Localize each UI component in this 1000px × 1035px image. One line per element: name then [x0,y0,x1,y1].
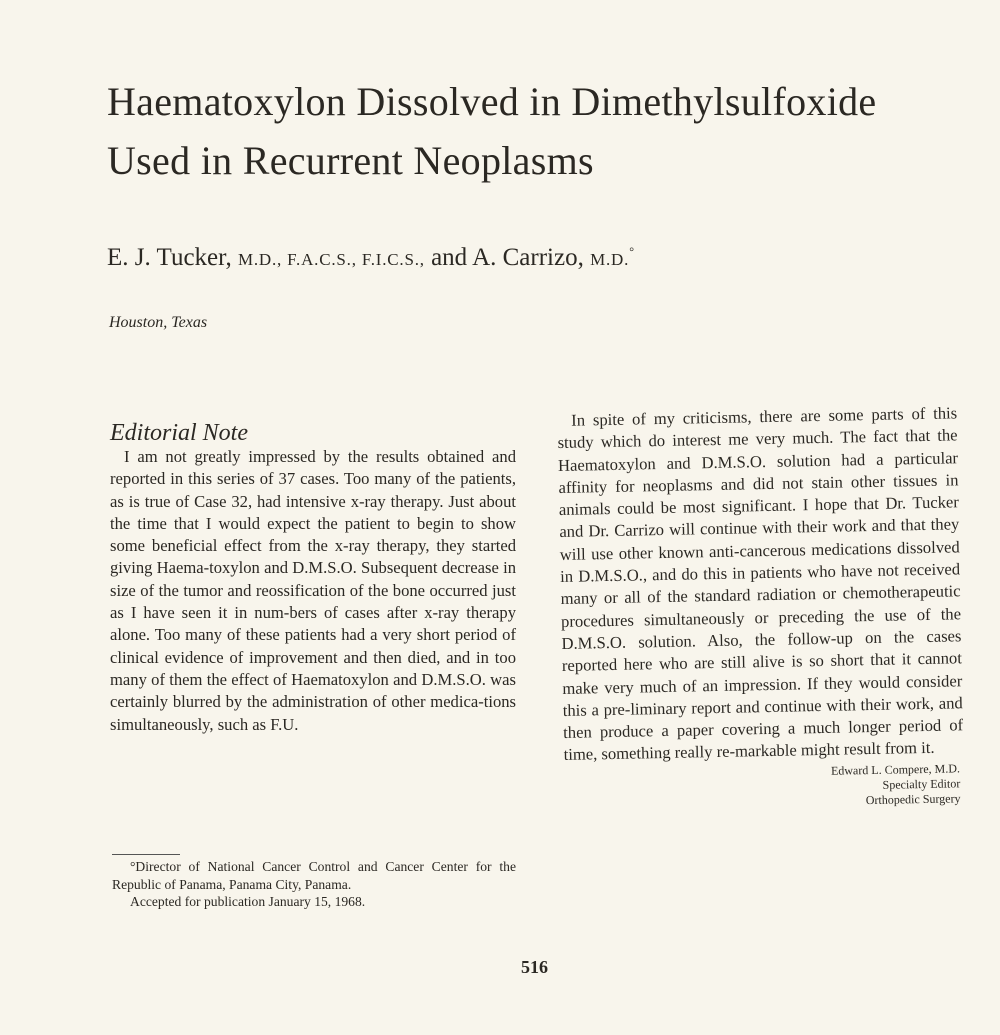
footnote-marker: ° [629,244,634,259]
footnotes [112,858,516,911]
editor-title: Specialty Editor [882,776,961,792]
author-1-degrees: M.D., F.A.C.S., F.I.C.S., [237,250,425,269]
author-2-name: A. Carrizo, [472,244,584,271]
editorial-paragraph-2: In spite of my criticisms, there are some parts of this study which do interest me very much. The fact that the Haematoxylon and D.M.S.O. solution had a particular affinity for neoplasms and did not stain other tissues in animals could be most significant. I hope that Dr. Tucker and Dr. Carrizo will continue with their work and that they will use other known anti-cancerous medications dissolved in D.M.S.O., and do this in patients who have not received many or all of the standard radiation or chemotherapeutic procedures simultaneously or preceding the use of the D.M.S.O. solution. Also, the follow-up on the cases reported here who are still alive is so short that it cannot make very much of an impression. If they would consider this a pre-liminary report and continue with their work, and then produce a paper covering a much longer period of time, something really re-markable might result from it. [557,403,964,765]
editor-field: Orthopedic Surgery [865,791,961,807]
editorial-note-heading: Editorial Note [110,420,248,446]
author-location: Houston, Texas [109,314,208,331]
title-line-1: Haematoxylon Dissolved in Dimethylsulfoxide [107,79,877,124]
page-number: 516 [521,957,548,977]
editor-name: Edward L. Compere, M.D. [830,761,961,778]
article-title [107,72,967,190]
author-connector: and [431,244,468,271]
title-line-2: Used in Recurrent Neoplasms [107,138,594,183]
footnote-affiliation: °Director of National Cancer Control and Cancer Center for the Republic of Panama, Panama City, Panama. [112,859,516,892]
editor-signature [564,761,965,814]
right-column [557,402,965,813]
author-line [107,244,634,272]
footnote-accepted: Accepted for publication January 15, 1968. [130,894,366,909]
footnote-divider [112,854,180,855]
author-2-degrees: M.D. [590,250,630,269]
author-1-name: E. J. Tucker, [107,244,232,271]
left-column [110,420,516,736]
editorial-paragraph-1: I am not greatly impressed by the results obtained and reported in this series of 37 cases. Too many of the patients, as is true of Case 32, had intensive x-ray therapy. Just about the time that I would expect the patient to begin to show some beneficial effect from the x-ray therapy, they started giving Haema-toxylon and D.M.S.O. Subsequent decrease in size of the tumor and reossification of the bone occurred just as I have seen it in num-bers of cases after x-ray therapy alone. Too many of these patients had a very short period of clinical evidence of improvement and then died, and in too many of them the effect of Haematoxylon and D.M.S.O. was certainly blurred by the administration of other medica-tions simultaneously, such as F.U. [110,447,516,734]
